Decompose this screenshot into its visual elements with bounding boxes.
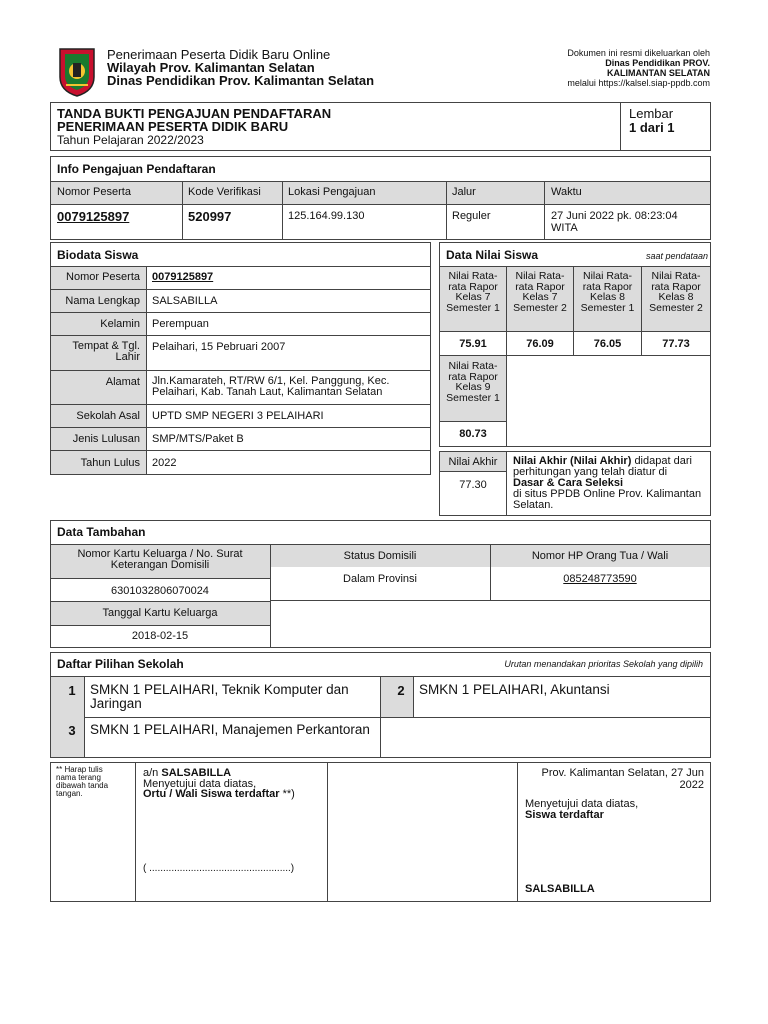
bio-label-kelamin: Kelamin bbox=[100, 318, 140, 330]
bio-label-alamat: Alamat bbox=[105, 376, 140, 388]
nilai-akhir-value: 77.30 bbox=[459, 479, 487, 491]
lembar-label: Lembar bbox=[629, 106, 674, 121]
header-note1: Dokumen ini resmi dikeluarkan oleh bbox=[567, 48, 710, 58]
pilihan-3-name: SMKN 1 PELAIHARI, Manajemen Perkantoran bbox=[90, 722, 370, 737]
pilihan-1-name: SMKN 1 PELAIHARI, Teknik Komputer dan Jaringan bbox=[90, 682, 349, 711]
bio-value-kelamin: Perempuan bbox=[152, 318, 209, 330]
bio-value-sekolah: UPTD SMP NEGERI 3 PELAIHARI bbox=[152, 410, 324, 422]
ttd-dots: ( ...................................................) bbox=[143, 863, 295, 874]
ttd-menyetujui: Menyetujui data diatas, bbox=[143, 778, 257, 790]
bio-label-ttl: Tempat & Tgl. Lahir bbox=[72, 340, 140, 363]
ttd-menyetujui2: Menyetujui data diatas, bbox=[525, 798, 639, 810]
nilai-k8s1-label: Nilai Rata-rata Rapor Kelas 8 Semester 1 bbox=[580, 270, 635, 314]
tambahan-kk-label: Nomor Kartu Keluarga / No. Surat Keterangan Domisili bbox=[77, 548, 243, 571]
info-jalur-value: Reguler bbox=[452, 210, 491, 222]
pilihan-3-no: 3 bbox=[68, 723, 76, 738]
nilai-akhir-desc bbox=[513, 456, 705, 511]
bio-label-tahun: Tahun Lulus bbox=[80, 457, 140, 469]
nilai-akhir-desc-text2: di situs PPDB Online Prov. Kalimantan Selatan. bbox=[513, 488, 702, 511]
pilihan-2-no: 2 bbox=[397, 683, 405, 698]
ttd-siswa-name: SALSABILLA bbox=[525, 883, 595, 895]
tambahan-heading: Data Tambahan bbox=[57, 525, 146, 539]
bio-label-nama: Nama Lengkap bbox=[65, 295, 140, 307]
bio-label-lulusan: Jenis Lulusan bbox=[72, 433, 140, 445]
bio-value-ttl: Pelaihari, 15 Pebruari 2007 bbox=[152, 341, 286, 353]
ttd-side-note: ** Harap tulis nama terang dibawah tanda tangan. bbox=[56, 765, 109, 798]
info-nomor-value: 0079125897 bbox=[57, 209, 130, 224]
info-heading: Info Pengajuan Pendaftaran bbox=[57, 162, 216, 176]
bio-value-nomor: 0079125897 bbox=[152, 271, 214, 283]
bio-value-nama: SALSABILLA bbox=[152, 295, 218, 307]
header-note2: Dinas Pendidikan PROV. bbox=[605, 58, 710, 68]
info-col-jalur: Jalur bbox=[452, 186, 476, 198]
ttd-ortu-line bbox=[143, 788, 295, 800]
bio-value-tahun: 2022 bbox=[152, 457, 177, 469]
nilai-k7s2-value: 76.09 bbox=[526, 338, 554, 350]
nilai-k9-value: 80.73 bbox=[459, 428, 487, 440]
bio-label-sekolah: Sekolah Asal bbox=[76, 410, 140, 422]
tambahan-hp-value: 085248773590 bbox=[563, 573, 637, 585]
nilai-k7s2-label: Nilai Rata-rata Rapor Kelas 7 Semester 2 bbox=[513, 270, 567, 314]
ttd-place-date: Prov. Kalimantan Selatan, 27 Jun 2022 bbox=[541, 767, 704, 791]
doc-year: Tahun Pelajaran 2022/2023 bbox=[57, 133, 204, 147]
doc-subtitle: PENERIMAAN PESERTA DIDIK BARU bbox=[57, 119, 289, 134]
tambahan-domisili-value: Dalam Provinsi bbox=[343, 573, 417, 585]
pilihan-note: Urutan menandakan prioritas Sekolah yang dipilih bbox=[504, 659, 703, 669]
nilai-akhir-desc-bold: Nilai Akhir (Nilai Akhir) bbox=[513, 455, 632, 467]
header-line1: Penerimaan Peserta Didik Baru Online bbox=[107, 47, 331, 62]
pilihan-2-name: SMKN 1 PELAIHARI, Akuntansi bbox=[419, 682, 610, 697]
nilai-k9-label: Nilai Rata-rata Rapor Kelas 9 Semester 1 bbox=[446, 360, 500, 404]
coat-of-arms-logo bbox=[58, 47, 96, 97]
nilai-k8s2-value: 77.73 bbox=[662, 338, 690, 350]
pilihan-1-no: 1 bbox=[68, 683, 76, 698]
ttd-ortu: Ortu / Wali Siswa terdaftar bbox=[143, 788, 280, 800]
pilihan-heading: Daftar Pilihan Sekolah bbox=[57, 657, 184, 671]
info-col-nomor: Nomor Peserta bbox=[57, 186, 131, 198]
tambahan-hp-label: Nomor HP Orang Tua / Wali bbox=[531, 550, 669, 562]
bio-value-lulusan: SMP/MTS/Paket B bbox=[152, 433, 244, 445]
info-waktu-value: 27 Juni 2022 pk. 08:23:04 WITA bbox=[551, 210, 678, 234]
info-col-lokasi: Lokasi Pengajuan bbox=[288, 186, 376, 198]
biodata-heading: Biodata Siswa bbox=[57, 248, 139, 262]
nilai-k8s2-label: Nilai Rata-rata Rapor Kelas 8 Semester 2 bbox=[649, 270, 703, 314]
nilai-akhir-desc-bold2: Dasar & Cara Seleksi bbox=[513, 477, 624, 489]
header-note3: KALIMANTAN SELATAN bbox=[607, 68, 710, 78]
ttd-an-name: SALSABILLA bbox=[161, 767, 232, 779]
nilai-note: saat pendataan bbox=[645, 251, 708, 261]
tambahan-domisili-label: Status Domisili bbox=[343, 550, 417, 562]
info-lokasi-value: 125.164.99.130 bbox=[288, 210, 365, 222]
nilai-k7s1-label: Nilai Rata-rata Rapor Kelas 7 Semester 1 bbox=[446, 270, 500, 314]
nilai-k8s1-value: 76.05 bbox=[593, 338, 622, 350]
info-col-kode: Kode Verifikasi bbox=[188, 186, 261, 198]
header-line2: Wilayah Prov. Kalimantan Selatan bbox=[107, 60, 315, 75]
header-note4: melalui https://kalsel.siap-ppdb.com bbox=[567, 78, 710, 88]
nilai-k7s1-value: 75.91 bbox=[459, 338, 487, 350]
info-kode-value: 520997 bbox=[188, 209, 232, 224]
header-line3: Dinas Pendidikan Prov. Kalimantan Selatan bbox=[107, 73, 375, 88]
bio-value-alamat: Jln.Kamarateh, RT/RW 6/1, Kel. Panggung, Kec. Pelaihari, Kab. Tanah Laut, Kalimantan Selatan bbox=[152, 375, 390, 398]
ttd-siswa: Siswa terdaftar bbox=[525, 809, 604, 821]
info-col-waktu: Waktu bbox=[551, 186, 582, 198]
doc-title: TANDA BUKTI PENGAJUAN PENDAFTARAN bbox=[57, 106, 332, 121]
nilai-akhir-label: Nilai Akhir bbox=[448, 456, 498, 468]
tambahan-tgl-label: Tanggal Kartu Keluarga bbox=[102, 607, 218, 619]
nilai-akhir-desc-text1: didapat dari perhitungan yang telah diatur di bbox=[513, 455, 692, 478]
lembar-value: 1 dari 1 bbox=[629, 120, 675, 135]
ttd-an-prefix: a/n bbox=[143, 767, 159, 779]
tambahan-tgl-value: 2018-02-15 bbox=[131, 630, 189, 642]
bio-label-nomor: Nomor Peserta bbox=[66, 271, 140, 283]
tambahan-kk-value: 6301032806070024 bbox=[111, 585, 209, 597]
ttd-ortu-suffix: **) bbox=[282, 788, 295, 800]
nilai-heading: Data Nilai Siswa bbox=[446, 248, 539, 262]
